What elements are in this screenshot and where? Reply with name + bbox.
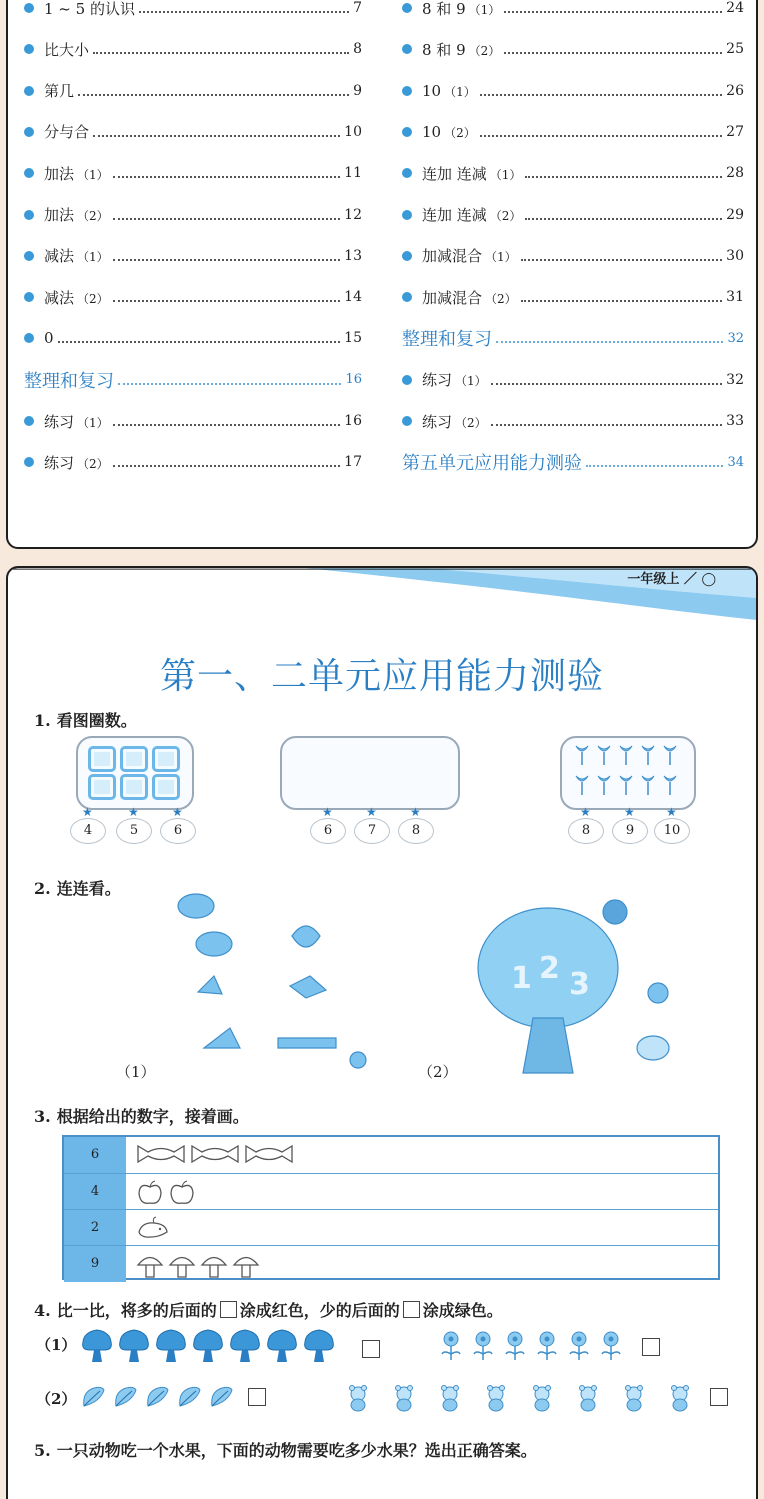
tree-digit: 2 xyxy=(539,951,560,986)
flower-icon xyxy=(598,1330,624,1366)
bullet-icon xyxy=(402,3,412,13)
toc-page-number: 15 xyxy=(344,330,362,347)
row-number: 9 xyxy=(64,1246,126,1282)
dot-leader xyxy=(521,259,723,261)
dot-leader xyxy=(113,218,341,220)
inline-checkbox xyxy=(220,1301,237,1318)
tree-icon xyxy=(117,1328,151,1368)
worksheet-page xyxy=(6,566,758,1499)
tree-digit: 3 xyxy=(569,967,590,1002)
candy-icon xyxy=(244,1143,294,1167)
toc-entry-label: 连加 连减 （1） xyxy=(422,164,522,183)
toc-page-number: 26 xyxy=(726,82,744,99)
dot-leader xyxy=(525,218,722,220)
flower-icon-row xyxy=(438,1330,630,1366)
star-icon: ★ xyxy=(624,805,635,819)
bear-icon xyxy=(390,1384,418,1416)
flower-icon xyxy=(470,1330,496,1366)
toc-page-number: 11 xyxy=(344,165,362,182)
toc-entry[interactable] xyxy=(402,244,744,268)
toc-entry-label: 整理和复习 xyxy=(402,329,492,351)
bullet-icon xyxy=(24,210,34,220)
toc-page-number: 31 xyxy=(726,289,744,306)
toc-entry[interactable] xyxy=(24,409,362,433)
mushroom-icon xyxy=(200,1252,228,1276)
toc-entry[interactable] xyxy=(24,161,362,185)
dot-leader xyxy=(113,424,341,426)
toc-page-number: 13 xyxy=(344,247,362,264)
toc-section-heading[interactable] xyxy=(24,368,362,392)
tree-icon xyxy=(228,1328,262,1368)
answer-box-bears[interactable] xyxy=(710,1388,728,1406)
star-icon: ★ xyxy=(82,805,93,819)
dot-leader xyxy=(93,135,340,137)
flower-icon xyxy=(640,744,656,766)
dot-leader xyxy=(491,383,723,385)
toc-section-heading[interactable] xyxy=(402,326,744,350)
drawing-area[interactable] xyxy=(136,1252,260,1276)
toc-entry[interactable] xyxy=(402,79,744,103)
toc-entry-label: 练习 （1） xyxy=(44,412,109,431)
flower-icon xyxy=(566,1330,592,1366)
square-icon xyxy=(120,774,148,800)
flower-icon xyxy=(648,983,668,1003)
toc-page-number: 30 xyxy=(726,247,744,264)
q4-row-1-label: （1） xyxy=(36,1336,77,1354)
tree-icon-row xyxy=(80,1328,339,1368)
picture-box-squares xyxy=(76,736,194,810)
q2-part-2-label: （2） xyxy=(418,1063,458,1081)
toc-page-number: 14 xyxy=(344,289,362,306)
toc-entry[interactable] xyxy=(24,120,362,144)
picture-box-empty xyxy=(280,736,460,810)
flower-icon xyxy=(574,774,590,796)
toc-page-number: 27 xyxy=(726,123,744,140)
drawing-area[interactable] xyxy=(136,1180,196,1204)
leaf-icon-row xyxy=(80,1384,240,1414)
dot-leader xyxy=(58,341,341,343)
bullet-icon xyxy=(402,86,412,96)
toc-entry[interactable] xyxy=(402,37,744,61)
toc-entry[interactable] xyxy=(24,450,362,474)
matching-animals-illustration xyxy=(158,888,388,1088)
leaf-icon xyxy=(112,1384,138,1414)
bullet-icon xyxy=(24,333,34,343)
toc-entry-label: 加法 （2） xyxy=(44,206,109,224)
dot-leader xyxy=(521,300,723,302)
bullet-icon xyxy=(402,44,412,54)
toc-page-number: 17 xyxy=(344,454,362,471)
square-icon xyxy=(152,774,180,800)
toc-entry-label: 8 和 9 （2） xyxy=(422,40,501,59)
dot-leader xyxy=(480,135,722,137)
toc-page-number: 16 xyxy=(345,372,362,388)
dot-leader xyxy=(504,52,722,54)
table-of-contents xyxy=(6,0,758,549)
dot-leader xyxy=(504,11,722,13)
toc-entry-label: 10 （2） xyxy=(422,122,476,141)
star-icon: ★ xyxy=(172,805,183,819)
bullet-icon xyxy=(24,457,34,467)
star-icon: ★ xyxy=(366,805,377,819)
flower-icon xyxy=(534,1330,560,1366)
drawing-area[interactable] xyxy=(136,1143,294,1167)
leaf-icon xyxy=(144,1384,170,1414)
toc-section-heading[interactable] xyxy=(402,450,744,474)
bear-icon xyxy=(436,1384,464,1416)
toc-page-number: 32 xyxy=(726,371,744,388)
number-option[interactable]: ★ 8 xyxy=(568,818,604,844)
toc-entry-label: 8 和 9 （1） xyxy=(422,0,501,18)
toc-entry[interactable] xyxy=(24,37,362,61)
dot-leader xyxy=(139,11,349,13)
square-icon xyxy=(88,746,116,772)
toc-entry[interactable] xyxy=(24,203,362,227)
number-option[interactable]: ★ 8 xyxy=(398,818,434,844)
table-row xyxy=(64,1245,718,1282)
bullet-icon xyxy=(24,416,34,426)
flower-icon xyxy=(438,1330,464,1366)
pig-icon xyxy=(178,894,214,918)
flower-icon xyxy=(662,744,678,766)
tree-icon xyxy=(302,1328,336,1368)
dot-leader xyxy=(113,176,341,178)
number-option[interactable]: ★ 9 xyxy=(612,818,648,844)
toc-entry[interactable] xyxy=(24,326,362,350)
bullet-icon xyxy=(24,86,34,96)
number-option[interactable]: ★ 6 xyxy=(310,818,346,844)
apple-icon xyxy=(168,1180,196,1204)
row-number: 6 xyxy=(64,1137,126,1173)
toc-entry-label: 0 xyxy=(44,329,54,348)
dot-leader xyxy=(113,465,341,467)
question-3: 3. 根据给出的数字，接着画。 xyxy=(34,1107,249,1126)
candy-icon xyxy=(136,1143,186,1167)
mushroom-icon xyxy=(136,1252,164,1276)
question-5: 5. 一只动物吃一个水果，下面的动物需要吃多少水果？选出正确答案。 xyxy=(34,1441,537,1460)
toc-entry[interactable] xyxy=(402,0,744,20)
dot-leader xyxy=(113,300,341,302)
toc-entry-label: 练习 （1） xyxy=(422,371,487,390)
toc-entry-label: 加法 （1） xyxy=(44,164,109,183)
flower-icon xyxy=(640,774,656,796)
rabbit-icon xyxy=(637,1036,669,1060)
q4-row-2-label: （2） xyxy=(36,1390,77,1408)
star-icon: ★ xyxy=(322,805,333,819)
toc-entry[interactable] xyxy=(402,409,744,433)
toc-page-number: 33 xyxy=(726,413,744,429)
number-option[interactable]: ★ 7 xyxy=(354,818,390,844)
bear-icon xyxy=(528,1384,556,1416)
row-number: 4 xyxy=(64,1174,126,1210)
fish-icon xyxy=(196,932,232,956)
toc-entry-label: 比大小 xyxy=(44,40,90,59)
bullet-icon xyxy=(24,168,34,178)
toc-entry[interactable] xyxy=(24,244,362,268)
bullet-icon xyxy=(24,3,34,13)
flower-icon xyxy=(662,774,678,796)
q2-part-1-label: （1） xyxy=(116,1063,156,1081)
flower-icon xyxy=(502,1330,528,1366)
toc-page-number: 28 xyxy=(726,165,744,182)
table-row xyxy=(64,1173,718,1210)
bullet-icon xyxy=(402,210,412,220)
leaf-icon xyxy=(208,1384,234,1414)
bear-icon xyxy=(344,1384,372,1416)
star-icon: ★ xyxy=(580,805,591,819)
toc-page-number: 24 xyxy=(726,0,744,16)
toc-entry-label: 第五单元应用能力测验 xyxy=(402,453,582,475)
square-icon xyxy=(152,746,180,772)
square-icon xyxy=(88,774,116,800)
mushroom-icon xyxy=(168,1252,196,1276)
table-row xyxy=(64,1209,718,1246)
tree-icon xyxy=(80,1328,114,1368)
flower-icon xyxy=(618,744,634,766)
tree-digit: 1 xyxy=(511,961,532,996)
bear-icon xyxy=(482,1384,510,1416)
toc-entry-label: 加减混合 （2） xyxy=(422,288,517,307)
grade-label: 一年级上 ／ ◯ xyxy=(627,572,716,587)
drawing-table xyxy=(62,1135,720,1280)
question-1: 1. 看图圈数。 xyxy=(34,711,137,730)
toc-entry-label: 加减混合 （1） xyxy=(422,247,517,266)
number-tree-illustration xyxy=(463,898,683,1088)
flower-icon xyxy=(574,744,590,766)
star-icon: ★ xyxy=(128,805,139,819)
page-title: 第一、二单元应用能力测验 xyxy=(159,656,604,697)
dot-leader xyxy=(491,424,723,426)
bullet-icon xyxy=(402,416,412,426)
mushroom-group-icon xyxy=(278,1038,336,1048)
answer-box-trees[interactable] xyxy=(362,1340,380,1358)
mushroom-icon xyxy=(232,1252,260,1276)
answer-box-leaves[interactable] xyxy=(248,1388,266,1406)
bullet-icon xyxy=(24,127,34,137)
dot-leader xyxy=(78,94,349,96)
picture-box-flowers xyxy=(560,736,696,810)
toc-page-number: 32 xyxy=(727,330,744,346)
toc-page-number: 12 xyxy=(344,206,362,223)
bullet-icon xyxy=(24,292,34,302)
toc-entry[interactable] xyxy=(24,285,362,309)
whale-icon xyxy=(136,1216,170,1240)
bullet-icon xyxy=(402,251,412,261)
toc-page-number: 10 xyxy=(344,123,362,140)
toc-entry[interactable] xyxy=(24,79,362,103)
dot-leader xyxy=(113,259,341,261)
bullet-icon xyxy=(402,375,412,385)
dot-leader xyxy=(480,94,722,96)
toc-entry[interactable] xyxy=(402,203,744,227)
dot-leader xyxy=(496,341,723,343)
toc-page-number: 8 xyxy=(353,41,362,58)
bear-icon xyxy=(620,1384,648,1416)
number-option[interactable]: ★ 4 xyxy=(70,818,106,844)
toc-page-number: 9 xyxy=(353,82,362,99)
question-4: 4. 比一比，将多的后面的 涂成红色，少的后面的 涂成绿色。 xyxy=(34,1301,503,1320)
leaf-icon xyxy=(176,1384,202,1414)
toc-page-number: 16 xyxy=(344,413,362,429)
bullet-icon xyxy=(402,292,412,302)
toc-entry-label: 1 ~ 5 的认识 xyxy=(44,0,135,18)
candy-icon xyxy=(190,1143,240,1167)
flower-icon xyxy=(596,744,612,766)
table-row xyxy=(64,1137,718,1173)
number-option[interactable]: ★ 6 xyxy=(160,818,196,844)
apple-icon xyxy=(603,900,627,924)
dot-leader xyxy=(525,176,722,178)
dot-leader xyxy=(118,383,341,385)
toc-entry-label: 练习 （2） xyxy=(44,453,109,472)
toc-entry-label: 连加 连减 （2） xyxy=(422,206,522,224)
toc-page-number: 34 xyxy=(727,454,744,470)
bullet-icon xyxy=(402,127,412,137)
leaf-icon xyxy=(80,1384,106,1414)
toc-entry[interactable] xyxy=(402,120,744,144)
dot-leader xyxy=(586,465,723,467)
toc-page-number: 29 xyxy=(726,206,744,223)
dot-leader xyxy=(93,52,349,54)
toc-entry[interactable] xyxy=(24,0,362,20)
flower-icon xyxy=(596,774,612,796)
bear-icon-row xyxy=(344,1384,712,1416)
toc-entry-label: 练习 （2） xyxy=(422,412,487,431)
cabbage-icon xyxy=(292,926,320,947)
number-option[interactable]: ★ 10 xyxy=(654,818,690,844)
toc-page-number: 7 xyxy=(353,0,362,16)
toc-entry-label: 分与合 xyxy=(44,123,90,142)
bird-icon xyxy=(198,976,222,994)
toc-entry-label: 减法 （1） xyxy=(44,247,109,266)
inline-checkbox xyxy=(403,1301,420,1318)
corn-icon xyxy=(290,976,326,998)
row-number: 2 xyxy=(64,1210,126,1246)
apple-icon xyxy=(136,1180,164,1204)
star-icon: ★ xyxy=(410,805,421,819)
bullet-icon xyxy=(24,44,34,54)
tree-icon xyxy=(191,1328,225,1368)
answer-box-flowers[interactable] xyxy=(642,1338,660,1356)
carrot-icon xyxy=(204,1028,240,1048)
toc-entry-label: 减法 （2） xyxy=(44,288,109,307)
bullet-icon xyxy=(24,251,34,261)
flower-icon xyxy=(618,774,634,796)
question-2: 2. 连连看。 xyxy=(34,879,121,898)
number-option[interactable]: ★ 5 xyxy=(116,818,152,844)
bear-icon xyxy=(574,1384,602,1416)
tree-icon xyxy=(265,1328,299,1368)
toc-entry-label: 整理和复习 xyxy=(24,370,114,392)
toc-entry[interactable] xyxy=(402,161,744,185)
star-icon: ★ xyxy=(666,805,677,819)
toc-entry[interactable] xyxy=(402,285,744,309)
toc-entry[interactable] xyxy=(402,368,744,392)
drawing-area[interactable] xyxy=(136,1216,170,1240)
square-icon xyxy=(120,746,148,772)
toc-entry-label: 第几 xyxy=(44,82,75,101)
toc-entry-label: 10 （1） xyxy=(422,81,476,100)
tree-icon xyxy=(154,1328,188,1368)
bullet-icon xyxy=(402,168,412,178)
bear-icon xyxy=(666,1384,694,1416)
toc-page-number: 25 xyxy=(726,41,744,58)
squirrel-icon xyxy=(350,1052,366,1068)
